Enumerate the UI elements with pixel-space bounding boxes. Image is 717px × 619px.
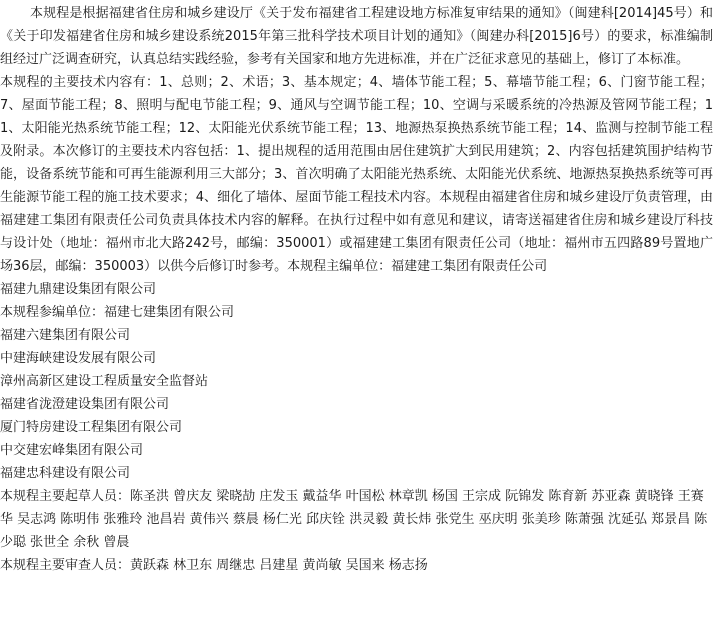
participating-unit-7: 福建忠科建设有限公司	[0, 466, 131, 481]
participating-unit-4: 福建省泷澄建设集团有限公司	[0, 397, 170, 412]
participating-unit-3: 漳州高新区建设工程质量安全监督站	[0, 374, 209, 389]
reviewers-list: 本规程主要审查人员：黄跃森 林卫东 周继忠 吕建星 黄尚敏 吴国来 杨志扬	[0, 558, 428, 573]
drafters-list: 本规程主要起草人员：陈圣洪 曾庆友 梁晓劼 庄发玉 戴益华 叶国松 林章凯 杨国 王宗成 阮锦发 陈育新 苏亚森 黄晓锋 王赛华 吴志鸿 陈明伟 张雅玲 池昌岩 黄伟兴 蔡晨 杨仁光 邱庆铨 洪灵毅 黄长炜 张党生 巫庆明 张美珍 陈萧强 沈延弘 郑景昌 陈少聪 张世全 余秋 曾晨	[0, 489, 708, 550]
preface-paragraph: 本规程是根据福建省住房和城乡建设厅《关于发布福建省工程建设地方标准复审结果的通知》（闽建科[2014]45号）和《关于印发福建省住房和城乡建设系统2015年第三批科学技术项目计划的通知》（闽建办科[2015]6号）的要求，标准编制组经过广泛调查研究，认真总结实践经验，参考有关国家和地方先进标准，并在广泛征求意见的基础上，修订了本标准。	[0, 6, 713, 67]
chief-unit-line-1: 福建九鼎建设集团有限公司	[0, 282, 157, 297]
participating-unit-2: 中建海峡建设发展有限公司	[0, 351, 157, 366]
participating-unit-5: 厦门特房建设工程集团有限公司	[0, 420, 183, 435]
main-content-paragraph: 本规程的主要技术内容有：1、总则；2、术语；3、基本规定；4、墙体节能工程；5、幕墙节能工程；6、门窗节能工程；7、屋面节能工程；8、照明与配电节能工程；9、通风与空调节能工程；10、空调与采暖系统的冷热源及管网节能工程；11、太阳能光热系统节能工程；12、太阳能光伏系统节能工程；13、地源热泵换热系统节能工程；14、监测与控制节能工程及附录。本次修订的主要技术内容包括：1、提出规程的适用范围由居住建筑扩大到民用建筑；2、内容包括建筑围护结构节能，设备系统节能和可再生能源利用三大部分；3、首次明确了太阳能光热系统、太阳能光伏系统、地源热泵换热系统等可再生能源节能工程的施工技术要求；4、细化了墙体、屋面节能工程技术内容。本规程由福建省住房和城乡建设厅负责管理，由福建建工集团有限责任公司负责具体技术内容的解释。在执行过程中如有意见和建议，请寄送福建省住房和城乡建设厅科技与设计处（地址：福州市北大路242号，邮编：350001）或福建建工集团有限责任公司（地址：福州市五四路89号置地广场36层，邮编：350003）以供今后修订时参考。本规程主编单位：福建建工集团有限责任公司	[0, 75, 713, 274]
participating-units-label: 本规程参编单位：福建七建集团有限公司	[0, 305, 235, 320]
participating-unit-1: 福建六建集团有限公司	[0, 328, 131, 343]
participating-unit-6: 中交建宏峰集团有限公司	[0, 443, 144, 458]
